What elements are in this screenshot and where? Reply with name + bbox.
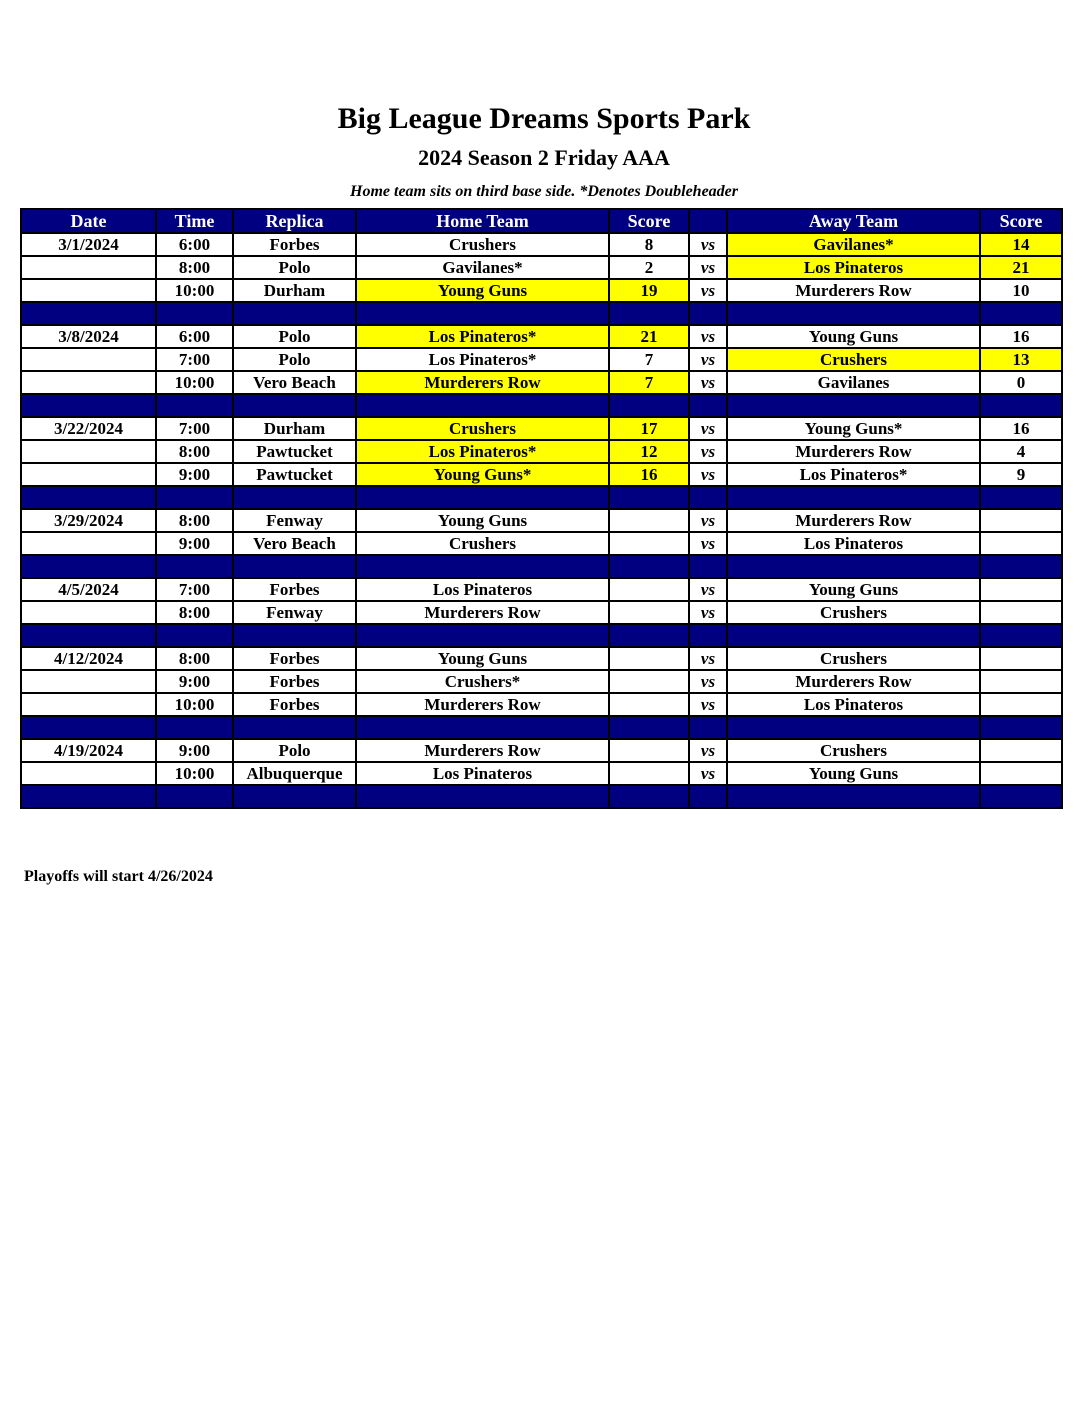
date-cell: 4/19/2024 xyxy=(21,739,156,762)
separator-cell xyxy=(609,716,689,739)
game-row xyxy=(21,532,1062,555)
replica-cell: Durham xyxy=(233,417,356,440)
game-row xyxy=(21,417,1062,440)
separator-cell xyxy=(21,486,156,509)
away-score-cell xyxy=(980,670,1062,693)
date-cell xyxy=(21,279,156,302)
game-row xyxy=(21,256,1062,279)
vs-cell: vs xyxy=(689,325,727,348)
date-cell: 3/8/2024 xyxy=(21,325,156,348)
time-cell: 8:00 xyxy=(156,509,233,532)
vs-cell: vs xyxy=(689,601,727,624)
home-team-cell: Murderers Row xyxy=(356,601,609,624)
separator-cell xyxy=(233,624,356,647)
separator-row xyxy=(21,716,1062,739)
away-team-cell: Los Pinateros xyxy=(727,256,980,279)
away-score-cell xyxy=(980,601,1062,624)
replica-cell: Polo xyxy=(233,256,356,279)
separator-row xyxy=(21,624,1062,647)
separator-cell xyxy=(689,394,727,417)
home-score-cell xyxy=(609,578,689,601)
replica-cell: Polo xyxy=(233,325,356,348)
doubleheader-note: Home team sits on third base side. *Denotes Doubleheader xyxy=(350,183,738,200)
home-team-cell: Los Pinateros xyxy=(356,762,609,785)
vs-cell: vs xyxy=(689,532,727,555)
away-team-cell: Crushers xyxy=(727,739,980,762)
away-score-cell: 21 xyxy=(980,256,1062,279)
date-cell xyxy=(21,693,156,716)
date-cell xyxy=(21,762,156,785)
separator-cell xyxy=(689,302,727,325)
date-cell: 4/5/2024 xyxy=(21,578,156,601)
away-score-cell xyxy=(980,509,1062,532)
time-cell: 9:00 xyxy=(156,739,233,762)
date-cell: 3/22/2024 xyxy=(21,417,156,440)
separator-cell xyxy=(233,302,356,325)
game-row xyxy=(21,762,1062,785)
replica-cell: Vero Beach xyxy=(233,532,356,555)
home-score-cell xyxy=(609,693,689,716)
separator-cell xyxy=(727,394,980,417)
replica-cell: Fenway xyxy=(233,601,356,624)
game-row xyxy=(21,348,1062,371)
separator-cell xyxy=(609,302,689,325)
replica-cell: Durham xyxy=(233,279,356,302)
replica-cell: Forbes xyxy=(233,647,356,670)
time-cell: 9:00 xyxy=(156,670,233,693)
home-team-cell: Los Pinateros xyxy=(356,578,609,601)
game-row xyxy=(21,463,1062,486)
time-cell: 7:00 xyxy=(156,578,233,601)
separator-cell xyxy=(21,785,156,808)
away-score-cell: 16 xyxy=(980,417,1062,440)
replica-cell: Polo xyxy=(233,348,356,371)
separator-cell xyxy=(727,555,980,578)
separator-cell xyxy=(609,624,689,647)
away-score-cell xyxy=(980,762,1062,785)
time-cell: 10:00 xyxy=(156,371,233,394)
away-score-cell: 14 xyxy=(980,233,1062,256)
time-cell: 6:00 xyxy=(156,325,233,348)
home-score-cell xyxy=(609,670,689,693)
home-team-cell: Young Guns xyxy=(356,509,609,532)
home-score-cell xyxy=(609,647,689,670)
separator-cell xyxy=(980,555,1062,578)
home-score-cell xyxy=(609,509,689,532)
separator-cell xyxy=(689,785,727,808)
away-score-cell xyxy=(980,739,1062,762)
home-score-cell xyxy=(609,532,689,555)
vs-cell: vs xyxy=(689,762,727,785)
home-team-cell: Gavilanes* xyxy=(356,256,609,279)
away-team-cell: Gavilanes* xyxy=(727,233,980,256)
separator-cell xyxy=(980,394,1062,417)
separator-cell xyxy=(356,486,609,509)
time-cell: 10:00 xyxy=(156,693,233,716)
home-score-cell: 19 xyxy=(609,279,689,302)
home-team-cell: Los Pinateros* xyxy=(356,440,609,463)
replica-cell: Forbes xyxy=(233,693,356,716)
date-cell xyxy=(21,256,156,279)
away-team-cell: Young Guns xyxy=(727,578,980,601)
away-score-cell: 4 xyxy=(980,440,1062,463)
separator-cell xyxy=(689,624,727,647)
date-cell xyxy=(21,532,156,555)
separator-cell xyxy=(356,302,609,325)
separator-cell xyxy=(980,624,1062,647)
home-score-cell: 17 xyxy=(609,417,689,440)
home-score-cell: 21 xyxy=(609,325,689,348)
game-row xyxy=(21,440,1062,463)
home-team-cell: Young Guns* xyxy=(356,463,609,486)
time-cell: 9:00 xyxy=(156,463,233,486)
home-score-cell: 7 xyxy=(609,348,689,371)
home-team-cell: Crushers xyxy=(356,233,609,256)
date-cell: 3/29/2024 xyxy=(21,509,156,532)
time-cell: 10:00 xyxy=(156,762,233,785)
separator-cell xyxy=(233,555,356,578)
playoffs-note: Playoffs will start 4/26/2024 xyxy=(24,868,213,885)
separator-cell xyxy=(233,785,356,808)
home-team-cell: Murderers Row xyxy=(356,371,609,394)
replica-cell: Pawtucket xyxy=(233,463,356,486)
vs-cell: vs xyxy=(689,670,727,693)
page-title: Big League Dreams Sports Park xyxy=(337,102,751,135)
separator-cell xyxy=(980,785,1062,808)
game-row xyxy=(21,670,1062,693)
vs-cell: vs xyxy=(689,509,727,532)
away-score-cell: 16 xyxy=(980,325,1062,348)
separator-cell xyxy=(156,555,233,578)
away-team-cell: Crushers xyxy=(727,647,980,670)
vs-cell: vs xyxy=(689,463,727,486)
header-date: Date xyxy=(21,209,156,233)
away-score-cell xyxy=(980,532,1062,555)
separator-cell xyxy=(609,394,689,417)
away-score-cell xyxy=(980,647,1062,670)
replica-cell: Fenway xyxy=(233,509,356,532)
home-team-cell: Crushers xyxy=(356,417,609,440)
separator-cell xyxy=(156,624,233,647)
time-cell: 9:00 xyxy=(156,532,233,555)
away-team-cell: Young Guns* xyxy=(727,417,980,440)
away-team-cell: Murderers Row xyxy=(727,509,980,532)
vs-cell: vs xyxy=(689,256,727,279)
game-row xyxy=(21,647,1062,670)
vs-cell: vs xyxy=(689,279,727,302)
separator-cell xyxy=(233,716,356,739)
separator-cell xyxy=(356,394,609,417)
time-cell: 8:00 xyxy=(156,601,233,624)
home-team-cell: Los Pinateros* xyxy=(356,325,609,348)
separator-cell xyxy=(609,486,689,509)
separator-cell xyxy=(727,785,980,808)
date-cell xyxy=(21,463,156,486)
home-team-cell: Murderers Row xyxy=(356,693,609,716)
replica-cell: Forbes xyxy=(233,578,356,601)
away-team-cell: Los Pinateros* xyxy=(727,463,980,486)
separator-cell xyxy=(980,486,1062,509)
away-score-cell: 0 xyxy=(980,371,1062,394)
vs-cell: vs xyxy=(689,647,727,670)
header-replica: Replica xyxy=(233,209,356,233)
game-row xyxy=(21,325,1062,348)
separator-cell xyxy=(356,716,609,739)
home-team-cell: Crushers xyxy=(356,532,609,555)
date-cell: 3/1/2024 xyxy=(21,233,156,256)
home-score-cell: 8 xyxy=(609,233,689,256)
separator-cell xyxy=(156,394,233,417)
vs-cell: vs xyxy=(689,578,727,601)
separator-cell xyxy=(609,555,689,578)
away-team-cell: Young Guns xyxy=(727,325,980,348)
vs-cell: vs xyxy=(689,348,727,371)
vs-cell: vs xyxy=(689,417,727,440)
vs-cell: vs xyxy=(689,233,727,256)
separator-cell xyxy=(21,555,156,578)
time-cell: 8:00 xyxy=(156,440,233,463)
game-row xyxy=(21,509,1062,532)
away-score-cell xyxy=(980,693,1062,716)
away-team-cell: Murderers Row xyxy=(727,440,980,463)
header-away-team: Away Team xyxy=(727,209,980,233)
date-cell xyxy=(21,440,156,463)
separator-cell xyxy=(356,785,609,808)
time-cell: 6:00 xyxy=(156,233,233,256)
game-row xyxy=(21,233,1062,256)
separator-cell xyxy=(727,486,980,509)
time-cell: 8:00 xyxy=(156,647,233,670)
separator-cell xyxy=(233,486,356,509)
separator-row xyxy=(21,394,1062,417)
game-row xyxy=(21,739,1062,762)
replica-cell: Pawtucket xyxy=(233,440,356,463)
separator-row xyxy=(21,785,1062,808)
header-home-score: Score xyxy=(609,209,689,233)
home-score-cell: 16 xyxy=(609,463,689,486)
time-cell: 10:00 xyxy=(156,279,233,302)
away-team-cell: Los Pinateros xyxy=(727,532,980,555)
game-row xyxy=(21,601,1062,624)
separator-cell xyxy=(356,555,609,578)
away-team-cell: Young Guns xyxy=(727,762,980,785)
away-team-cell: Murderers Row xyxy=(727,670,980,693)
header-time: Time xyxy=(156,209,233,233)
replica-cell: Vero Beach xyxy=(233,371,356,394)
away-score-cell: 10 xyxy=(980,279,1062,302)
separator-row xyxy=(21,555,1062,578)
home-team-cell: Young Guns xyxy=(356,279,609,302)
away-team-cell: Crushers xyxy=(727,601,980,624)
home-team-cell: Los Pinateros* xyxy=(356,348,609,371)
header-away-score: Score xyxy=(980,209,1062,233)
separator-cell xyxy=(609,785,689,808)
away-score-cell xyxy=(980,578,1062,601)
separator-cell xyxy=(727,302,980,325)
game-row xyxy=(21,371,1062,394)
home-score-cell: 12 xyxy=(609,440,689,463)
home-score-cell xyxy=(609,762,689,785)
game-row xyxy=(21,578,1062,601)
separator-cell xyxy=(689,716,727,739)
game-row xyxy=(21,279,1062,302)
away-score-cell: 13 xyxy=(980,348,1062,371)
date-cell xyxy=(21,670,156,693)
replica-cell: Forbes xyxy=(233,233,356,256)
separator-cell xyxy=(233,394,356,417)
separator-cell xyxy=(156,486,233,509)
replica-cell: Albuquerque xyxy=(233,762,356,785)
separator-cell xyxy=(156,785,233,808)
home-team-cell: Crushers* xyxy=(356,670,609,693)
date-cell xyxy=(21,601,156,624)
time-cell: 8:00 xyxy=(156,256,233,279)
home-score-cell xyxy=(609,739,689,762)
vs-cell: vs xyxy=(689,739,727,762)
date-cell xyxy=(21,348,156,371)
schedule-body xyxy=(21,233,1062,808)
time-cell: 7:00 xyxy=(156,348,233,371)
vs-cell: vs xyxy=(689,371,727,394)
separator-cell xyxy=(356,624,609,647)
separator-cell xyxy=(689,555,727,578)
separator-cell xyxy=(156,302,233,325)
home-team-cell: Murderers Row xyxy=(356,739,609,762)
away-score-cell: 9 xyxy=(980,463,1062,486)
header-home-team: Home Team xyxy=(356,209,609,233)
replica-cell: Forbes xyxy=(233,670,356,693)
date-cell: 4/12/2024 xyxy=(21,647,156,670)
separator-cell xyxy=(156,716,233,739)
separator-cell xyxy=(21,716,156,739)
home-team-cell: Young Guns xyxy=(356,647,609,670)
separator-cell xyxy=(689,486,727,509)
header-row xyxy=(21,209,1062,233)
separator-cell xyxy=(727,716,980,739)
game-row xyxy=(21,693,1062,716)
vs-cell: vs xyxy=(689,693,727,716)
vs-cell: vs xyxy=(689,440,727,463)
header-vs xyxy=(689,209,727,233)
away-team-cell: Murderers Row xyxy=(727,279,980,302)
separator-cell xyxy=(21,624,156,647)
time-cell: 7:00 xyxy=(156,417,233,440)
away-team-cell: Los Pinateros xyxy=(727,693,980,716)
home-score-cell: 2 xyxy=(609,256,689,279)
schedule-table xyxy=(20,208,1063,809)
page-subtitle: 2024 Season 2 Friday AAA xyxy=(418,145,670,170)
separator-cell xyxy=(21,394,156,417)
separator-cell xyxy=(980,302,1062,325)
home-score-cell: 7 xyxy=(609,371,689,394)
away-team-cell: Crushers xyxy=(727,348,980,371)
separator-cell xyxy=(980,716,1062,739)
replica-cell: Polo xyxy=(233,739,356,762)
date-cell xyxy=(21,371,156,394)
separator-row xyxy=(21,486,1062,509)
away-team-cell: Gavilanes xyxy=(727,371,980,394)
separator-row xyxy=(21,302,1062,325)
separator-cell xyxy=(727,624,980,647)
separator-cell xyxy=(21,302,156,325)
home-score-cell xyxy=(609,601,689,624)
